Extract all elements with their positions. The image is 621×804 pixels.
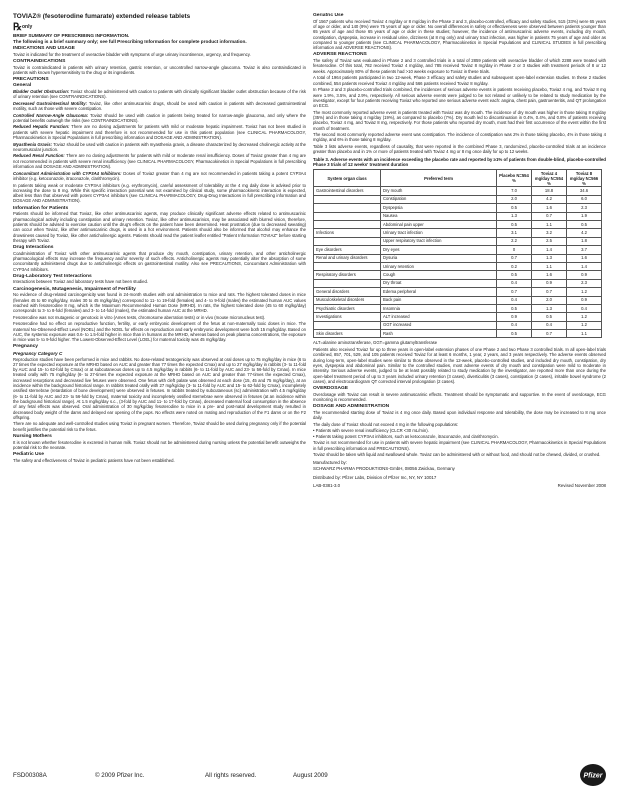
adverse-text-1: The safety of Toviaz was evaluated in Phase 2 and 3 controlled trials in a total of 2859 patients with overactive bladder of which 2288 were treated with fesoterodine. Of this total, 782 received Toviaz 4 mg/day, and 785 received Toviaz 8 mg/day in Phase 2 or 3 studies with treatment periods of 8 or 12 weeks. Approximately 80% of these patients had >10 weeks exposure to Toviaz in these trials. bbox=[313, 58, 606, 74]
table-cell: 0 bbox=[497, 246, 532, 254]
table-cell: 2.0 bbox=[532, 296, 567, 304]
table-cell: Eye disorders bbox=[314, 246, 381, 254]
table-cell: Infections bbox=[314, 229, 381, 237]
table-cell: 7.0 bbox=[497, 187, 532, 195]
pregnancy-heading: Pregnancy bbox=[13, 344, 39, 350]
table-cell: 4.2 bbox=[532, 195, 567, 203]
table-cell: Upper respiratory tract infection bbox=[381, 237, 497, 245]
table-row bbox=[314, 313, 602, 321]
table-cell: 0.2 bbox=[497, 262, 532, 270]
table-cell: 1.6 bbox=[532, 204, 567, 212]
footer-date: August 2009 bbox=[293, 771, 328, 779]
table-cell: 0.9 bbox=[567, 296, 602, 304]
table-row bbox=[314, 296, 602, 304]
table-cell: 0.7 bbox=[532, 330, 567, 338]
table-cell bbox=[314, 204, 381, 212]
table-cell: 1.1 bbox=[532, 262, 567, 270]
pregnancy-text-2: There are no adequate and well-controlled studies using Toviaz in pregnant women. Therefore, Toviaz should be used during pregnancy only if the potential benefit justifies the potential risk to the fetus. bbox=[13, 421, 306, 432]
table-row bbox=[314, 221, 602, 229]
table-cell bbox=[314, 221, 381, 229]
rx-symbol: ℞ bbox=[13, 22, 22, 33]
table-cell: 0.7 bbox=[497, 254, 532, 262]
paragraph-lead: Concomitant Administration with CYP3A4 Inhibitors: bbox=[13, 170, 122, 176]
table-header-cell: Toviaz 4 mg/day N=554 % bbox=[532, 170, 567, 187]
table-cell: 2.3 bbox=[567, 204, 602, 212]
table-row bbox=[314, 262, 602, 270]
table-cell: 2.5 bbox=[532, 237, 567, 245]
table-cell: 0.5 bbox=[497, 330, 532, 338]
table-row bbox=[314, 195, 602, 203]
footer-code: FSD00308A bbox=[13, 771, 47, 779]
pregnancy-text-1: Reproduction studies have been performed in mice and rabbits. No dose-related teratogenicity was observed at oral doses up to 75 mg/kg/day in mice (6 to 27 times the expected exposure at the MRHD based on AUC and greater than 77 times the expected Cmax) and up to 27 mg/kg/day in rabbits (3- to 11-fold by AUC and 15- to 62-fold by Cmax) or at subcutaneous doses up to 4.5 mg/kg/day in rabbits (6- to 11-fold by AUC and 23- to 56-fold by Cmax). In mice treated orally with 75 mg/kg/day (6- to 27-times the expected exposure at the MRHD based on AUC and greater than 77-times the expected Cmax), increased resorptions and decreased live fetuses were observed. One fetus with cleft palate was observed at each dose (15, 45 and 75 mg/kg/day), at an incidence within the background historical range. In rabbits treated orally with 27 mg/kg/day (3- to 11-fold by AUC and 15- to 62-fold by Cmax), incompletely ossified sternebrae (retardation of bone development) were observed in fetuses. In rabbits treated by subcutaneous (sc) administration with 4.5 mg/kg/day (6- to 11-fold by AUC and 23- to 56-fold by Cmax), maternal toxicity and incompletely ossified sternebrae were observed in fetuses (at an incidence within the background historical range). At 1.5 mg/kg/day s.c., (3-fold by AUC and 11- to 17-fold by Cmax), decreased maternal food consumption in the absence of any fetal effects was observed. Oral administration of 30 mg/kg/day fesoterodine to mice in a pre- and post-natal development study resulted in decreased body weight of the dams and delayed ear opening of the pups. No effects were noted on mating and reproduction of the F1 dams or on the F2 offspring. bbox=[13, 356, 306, 420]
table-cell: 1.1 bbox=[532, 221, 567, 229]
table-cell: GGT increased bbox=[381, 321, 497, 329]
table-cell: Dyspepsia bbox=[381, 204, 497, 212]
paragraph-body: There are no dosing adjustments for patients with mild or moderate renal insufficiency. Doses of Toviaz greater than 4 mg are not recommended in patients with severe renal insufficiency (see CLINICAL PHARMACOLOGY, Pharmacokinetics in Special Populations in full prescribing information and DOSAGE AND ADMINISTRATION). bbox=[13, 153, 306, 170]
table-cell: 0.5 bbox=[497, 304, 532, 312]
table-cell: Rash bbox=[381, 330, 497, 338]
table-cell: 1.6 bbox=[567, 254, 602, 262]
table-cell: 0.4 bbox=[532, 321, 567, 329]
carcinogenesis-text-1: No evidence of drug-related carcinogenicity was found in 24-month studies with oral administration to mice and rats. The highest tolerated doses in mice (females 45 to 60 mg/kg/day, males 30 to 45 mg/kg/day) correspond to 11- to 19-fold (females) and 4- to 9-fold (males) the estimated human AUC values reached with fesoterodine 8 mg, which is the Maximum Recommended Human Dose (MRHD). In rats, the highest tolerated dose (45 to 60 mg/kg/day) corresponds to 3- to 8-fold (females) and 3- to 14-fold (males), the estimated human AUC at the MRHD. bbox=[13, 292, 306, 314]
table-note: ALT=alanine aminotransferase, GGT=gamma glutamyltransferase bbox=[313, 340, 438, 346]
gi-motility-paragraph bbox=[13, 101, 306, 112]
table-cell: Abdominal pain upper bbox=[381, 221, 497, 229]
overdosage-text: Overdosage with Toviaz can result in severe antimuscarinic effects. Treatment should be symptomatic and supportive. In the event of overdosage, ECG monitoring is recommended. bbox=[313, 391, 606, 403]
table-cell: 1.6 bbox=[532, 271, 567, 279]
table-row bbox=[314, 304, 602, 312]
geriatric-heading: Geriatric Use bbox=[313, 13, 344, 18]
table-row bbox=[314, 237, 602, 245]
paragraph-lead: Decreased Gastrointestinal Motility: bbox=[13, 100, 87, 106]
carcinogenesis-heading: Carcinogenesis, Mutagenesis, Impairment of Fertility bbox=[13, 286, 136, 292]
table-row bbox=[314, 229, 602, 237]
drug-interactions-heading: Drug Interactions bbox=[13, 244, 54, 250]
table-row bbox=[314, 246, 602, 254]
table-cell bbox=[314, 237, 381, 245]
cyp3a4-paragraph bbox=[13, 171, 306, 182]
adverse-reactions-heading: ADVERSE REACTIONS bbox=[313, 52, 367, 58]
table-cell: Insomnia bbox=[381, 304, 497, 312]
patient-info-text: Patients should be informed that Toviaz, like other antimuscarinic agents, may produce clinically significant adverse effects related to antimuscarinic pharmacological activity including constipation and urinary retention. Toviaz, like other antimuscarinics, may be associated with blurred vision, therefore, patients should be advised to exercise caution until the drug's effects on the patient have been determined. Heat prostration (due to decreased sweating) can occur when Toviaz, like other antimuscarinic drugs, is used in a hot environment. Patients should also be informed that alcohol may enhance the drowsiness caused by Toviaz, like other anticholinergic agents. Patients should read the patient leaflet entitled "Patient Information TOVIAZ" before starting therapy with Toviaz. bbox=[13, 211, 306, 243]
bladder-outlet-paragraph bbox=[13, 89, 306, 100]
cyp3a4-weak-paragraph: In patients taking weak or moderate CYP3A4 inhibitors (e.g. erythromycin), careful assessment of tolerability at the 4 mg daily dose is advised prior to increasing the dose to 8 mg. While this specific interaction potential was not examined by clinical study, some pharmacokinetic interaction is expected, albeit less than that observed with potent CYP3A4 inhibitors (see CLINICAL PHARMACOLOGY, Drug-Drug Interactions in full prescribing information and DOSAGE AND ADMINISTRATION). bbox=[13, 182, 306, 204]
table-cell: 0.7 bbox=[532, 212, 567, 220]
table-cell: 1.4 bbox=[567, 262, 602, 270]
table-cell: Gastrointestinal disorders bbox=[314, 187, 381, 195]
table-cell: 0.5 bbox=[497, 221, 532, 229]
rx-only-mark bbox=[13, 22, 306, 33]
paragraph-body: Toviaz should be used with caution in patients being treated for narrow-angle glaucoma, and only where the potential benefits outweigh the risks (see CONTRAINDICATIONS). bbox=[13, 112, 306, 123]
paragraph-body: Toviaz should be administered with caution to patients with clinically significant bladder outlet obstruction because of the risk of urinary retention (see CONTRAINDICATIONS). bbox=[13, 88, 306, 100]
paragraph-body: Toviaz should be used with caution in patients with myasthenia gravis, a disease characterized by decreased cholinergic activity at the neuromuscular junction. bbox=[13, 141, 306, 152]
left-column bbox=[13, 13, 306, 755]
table-cell: Constipation bbox=[381, 195, 497, 203]
dosage-bullet-1: • Patients with severe renal insufficiency (CLCR <30 mL/min). bbox=[313, 428, 429, 434]
table-row bbox=[314, 204, 602, 212]
paragraph-lead: Controlled Narrow-Angle Glaucoma: bbox=[13, 112, 89, 118]
table-cell: 2.2 bbox=[497, 237, 532, 245]
adverse-text-2: A total of 1964 patients participated in two 12-week, Phase 3 efficacy and safety studies and subsequent open-label extension studies. In these 2 studies combined, 554 patients received Toviaz 4 mg/day and 566 patients received Toviaz 8 mg/day. bbox=[313, 75, 606, 86]
contraindications-text: Toviaz is contraindicated in patients with urinary retention, gastric retention, or uncontrolled narrow-angle glaucoma. Toviaz is also contraindicated in patients with known hypersensitivity to the drug or its ingredients. bbox=[13, 64, 306, 76]
table-cell: 0.7 bbox=[497, 288, 532, 296]
table-cell: 0.5 bbox=[497, 204, 532, 212]
table-row bbox=[314, 187, 602, 195]
table-cell: Dry throat bbox=[381, 279, 497, 287]
table-cell: 1.3 bbox=[497, 212, 532, 220]
table-cell: 1.2 bbox=[567, 321, 602, 329]
table-cell bbox=[314, 262, 381, 270]
brief-summary-note: The following is a brief summary only; see full Prescribing Information for complete product information. bbox=[13, 38, 247, 44]
table-cell: Musculoskeletal disorders bbox=[314, 296, 381, 304]
table-cell: Skin disorders bbox=[314, 330, 381, 338]
table-cell: 0.9 bbox=[567, 271, 602, 279]
table-cell: 0.5 bbox=[567, 221, 602, 229]
lab-test-text: Interactions between Toviaz and laboratory tests have not been studied. bbox=[13, 279, 149, 285]
table-body bbox=[314, 187, 602, 338]
adverse-text-4: The most commonly reported adverse event in patients treated with Toviaz was dry mouth. The incidence of dry mouth was higher in those taking 8 mg/day (35%) and in those taking 4 mg/day (19%), as compared to placebo (7%). Dry mouth led to discontinuation in 0.4%, 0.4%, and 0.8% of patients receiving placebo, Toviaz 4 mg, and Toviaz 8 mg, respectively. For those patients who reported dry mouth, most had their first occurrence of the event within the first month of treatment. bbox=[313, 109, 606, 131]
paragraph-lead: Myasthenia Gravis: bbox=[13, 141, 53, 147]
table-row bbox=[314, 330, 602, 338]
manufacturer-name: SCHWARZ PHARMA PRODUKTIONS-GmbH, 08056 Zwickau, Germany bbox=[313, 466, 455, 472]
paragraph-lead: Reduced Renal Function: bbox=[13, 153, 65, 159]
table-cell: 6.0 bbox=[567, 195, 602, 203]
footer-rights: All rights reserved. bbox=[205, 771, 257, 779]
renal-paragraph bbox=[13, 153, 306, 169]
table-cell: Investigations bbox=[314, 313, 381, 321]
manufacturer-label: Manufactured by: bbox=[313, 460, 347, 466]
adverse-events-table bbox=[313, 169, 602, 338]
hepatic-paragraph bbox=[13, 124, 306, 140]
table-cell bbox=[314, 279, 381, 287]
table-cell: 3.1 bbox=[497, 229, 532, 237]
table-cell: 0.5 bbox=[497, 271, 532, 279]
dosage-text-4: Toviaz should be taken with liquid and swallowed whole. Toviaz can be administered with or without food, and should not be chewed, divided, or crushed. bbox=[313, 452, 601, 458]
table-cell: 3.2 bbox=[532, 229, 567, 237]
logo-text: Pfizer bbox=[583, 772, 603, 780]
pregnancy-category-heading: Pregnancy Category C bbox=[13, 351, 63, 357]
table-cell bbox=[314, 321, 381, 329]
paragraph-lead: Reduced Hepatic Function: bbox=[13, 124, 70, 130]
nursing-text: It is not known whether fesoterodine is excreted in human milk. Toviaz should not be administered during nursing unless the potential benefit outweighs the potential risk to the neonate. bbox=[13, 439, 306, 450]
table-cell: 0.9 bbox=[497, 313, 532, 321]
paragraph-body: Doses of Toviaz greater than 4 mg are not recommended in patients taking a potent CYP3A4 inhibitor (e.g. ketoconazole, itraconazole, clarithromycin). bbox=[13, 170, 306, 181]
table-cell: 0.7 bbox=[532, 288, 567, 296]
dosage-bullet-2: • Patients taking potent CYP3A4 inhibitors, such as ketoconazole, itraconazole, and clarithromycin. bbox=[313, 433, 499, 439]
table-row bbox=[314, 288, 602, 296]
distributor: Distributed by: Pfizer Labs, Division of Pfizer Inc, NY, NY 10017 bbox=[313, 474, 437, 480]
myasthenia-paragraph bbox=[13, 142, 306, 153]
table-cell: Psychiatric disorders bbox=[314, 304, 381, 312]
table-cell: 18.8 bbox=[532, 187, 567, 195]
contraindications-heading: CONTRAINDICATIONS bbox=[13, 59, 66, 64]
table-cell: 0.4 bbox=[497, 321, 532, 329]
table-row bbox=[314, 279, 602, 287]
pediatric-heading: Pediatric Use bbox=[13, 452, 44, 457]
general-heading: General bbox=[13, 82, 32, 88]
table-header-cell: Toviaz 8 mg/day N=566 % bbox=[567, 170, 602, 187]
table-cell: Nausea bbox=[381, 212, 497, 220]
geriatric-text: Of 1567 patients who received Toviaz 4 mg/day or 8 mg/day in the Phase 2 and 3, placebo-controlled, efficacy and safety studies, 515 (33%) were 65 years of age or older, and 140 (9%) were 75 years of age or older. No overall differences in safety or effectiveness were observed between patients younger than 65 years of age and those 65 years of age or older in these studies; however, the incidence of antimuscarinic adverse events, including dry mouth, constipation, dyspepsia, increase in residual urine, dizziness (at 8 mg only) and urinary tract infection, was higher in patients 75 years of age and older as compared to younger patients (see CLINICAL PHARMACOLOGY, Pharmacokinetics in Special Populations and CLINICAL STUDIES in full prescribing information and ADVERSE REACTIONS). bbox=[313, 18, 606, 51]
table-cell: Edema peripheral bbox=[381, 288, 497, 296]
brief-summary-heading: BRIEF SUMMARY OF PRESCRIBING INFORMATION. bbox=[13, 33, 130, 39]
table-header-row bbox=[314, 170, 602, 187]
page-footer bbox=[13, 764, 607, 786]
table-cell: Back pain bbox=[381, 296, 497, 304]
table-row bbox=[314, 271, 602, 279]
table-cell: 0.4 bbox=[567, 304, 602, 312]
table-cell: 3.7 bbox=[567, 246, 602, 254]
document-title: TOVIAZ® (fesoterodine fumarate) extended release tablets bbox=[13, 13, 191, 20]
patient-info-heading: Information for Patients bbox=[13, 205, 69, 211]
paragraph-lead: Bladder Outlet Obstruction: bbox=[13, 88, 70, 94]
table-cell: Urinary retention bbox=[381, 262, 497, 270]
table-cell: 4.2 bbox=[567, 229, 602, 237]
dosage-heading: DOSAGE AND ADMINISTRATION bbox=[313, 404, 390, 410]
pediatric-text: The safety and effectiveness of Toviaz in pediatric patients have not been established. bbox=[13, 457, 175, 463]
table-caption: Table 3. Adverse events with an incidence exceeding the placebo rate and reported by ≥1% of patients from double-blind, placebo-controlled Phase 3 trials of 12 weeks' treatment duration bbox=[313, 156, 606, 167]
table-cell: Renal and urinary disorders bbox=[314, 254, 381, 262]
glaucoma-paragraph bbox=[13, 113, 306, 124]
revision-date: Revised November 2008 bbox=[557, 483, 606, 489]
indications-text: Toviaz is indicated for the treatment of overactive bladder with symptoms of urge urinary incontinence, urgency, and frequency. bbox=[13, 51, 251, 57]
precautions-heading: PRECAUTIONS bbox=[13, 77, 49, 83]
table-cell: 0.5 bbox=[532, 313, 567, 321]
pfizer-logo bbox=[579, 762, 607, 788]
paragraph-body: There are no dosing adjustments for patients with mild or moderate hepatic impairment. Toviaz has not been studied in patients with severe hepatic impairment and therefore is not recommended for use in this patient population (see CLINICAL PHARMACOLOGY, Pharmacokinetics in Special Populations in full prescribing information and DOSAGE AND ADMINISTRATION). bbox=[13, 124, 306, 140]
table-cell: 2.0 bbox=[497, 195, 532, 203]
footer-copyright: © 2009 Pfizer Inc. bbox=[95, 771, 145, 779]
table-cell: 1.3 bbox=[532, 304, 567, 312]
table-cell bbox=[314, 195, 381, 203]
table-cell: Dysuria bbox=[381, 254, 497, 262]
table-row bbox=[314, 321, 602, 329]
table-cell: 1.3 bbox=[532, 254, 567, 262]
table-cell: Urinary tract infection bbox=[381, 229, 497, 237]
table-cell: 1.4 bbox=[532, 246, 567, 254]
dosage-text-2: The daily dose of Toviaz should not exceed 4 mg in the following populations: bbox=[313, 421, 459, 427]
table-cell: 1.1 bbox=[567, 330, 602, 338]
rx-only-label: only bbox=[21, 24, 33, 30]
table-cell: 1.8 bbox=[567, 237, 602, 245]
right-column bbox=[313, 13, 606, 755]
dosage-text-1: The recommended starting dose of Toviaz is 4 mg once daily. Based upon individual response and tolerability, the dose may be increased to 8 mg once daily. bbox=[313, 409, 606, 421]
table-row bbox=[314, 254, 602, 262]
table-cell: 0.9 bbox=[532, 279, 567, 287]
table-cell: Respiratory disorders bbox=[314, 271, 381, 279]
adverse-text-5: The second most commonly reported adverse event was constipation. The incidence of constipation was 2% in those taking placebo, 4% in those taking 4 mg/day, and 6% in those taking 8 mg/day. bbox=[313, 132, 606, 143]
adverse-text-7: Patients also received Toviaz for up to three years in open-label extension phases of one Phase 2 and two Phase 3 controlled trials. In all open-label trials combined, 857, 701, 529, and 105 patients received Toviaz for at least 6 months, 1 year, 2 years, and 3 years respectively. The adverse events observed during long-term, open-label studies were similar to those observed in the 12-week, placebo-controlled studies, and included dry mouth, constipation, dry eyes, dyspepsia and abdominal pain. Similar to the controlled studies, most adverse events of dry mouth and constipation were mild to moderate in intensity. Serious adverse events, judged to be at least possibly related to study medication by the investigator, are reported more than once during the open-label treatment period of up to 3 years included urinary retention (3 cases), diverticulitis (3 cases), constipation (2 cases), irritable bowel syndrome (2 cases), and electrocardiogram QT corrected interval prolongation (2 cases). bbox=[313, 347, 606, 384]
table-cell: 1.2 bbox=[567, 288, 602, 296]
table-header-cell: Preferred term bbox=[381, 170, 497, 187]
carcinogenesis-text-3: Fesoterodine had no effect on reproductive function, fertility, or early embryonic development of the fetus at non-maternally toxic doses in mice. The maternal No-Observed-Effect Level (NOEL) and the NOEL for effects on reproduction and early embryonic development were both 15 mg/kg/day. Based on AUC, the systemic exposure was 0.6- to 1.5-fold higher in mice than in humans at the MRHD, whereas based on peak plasma concentrations, the exposure in mice was 5- to 9-fold higher. The Lowest-Observed-Effect Level (LOEL) for maternal toxicity was 45 mg/kg/day. bbox=[13, 321, 306, 343]
table-cell: 34.6 bbox=[567, 187, 602, 195]
revision-row bbox=[313, 483, 606, 489]
table-cell: 1.9 bbox=[567, 212, 602, 220]
table-header-cell: Placebo N=554 % bbox=[497, 170, 532, 187]
carcinogenesis-text-2: Fesoterodine was not mutagenic or genotoxic in vitro (Ames tests, chromosome aberration tests) or in vivo (mouse micronucleus test). bbox=[13, 314, 266, 320]
table-cell: Cough bbox=[381, 271, 497, 279]
overdosage-heading: OVERDOSAGE bbox=[313, 385, 349, 391]
table-cell: Dry mouth bbox=[381, 187, 497, 195]
table-cell: ALT increased bbox=[381, 313, 497, 321]
indications-heading: INDICATIONS AND USAGE bbox=[13, 46, 75, 52]
lab-test-heading: Drug-Laboratory Test Interactions bbox=[13, 273, 92, 279]
adverse-text-6: Table 3 lists adverse events, regardless of causality, that were reported in the combined Phase 3, randomized, placebo-controlled trials at an incidence greater than placebo and in 1% or more of patients treated with Toviaz 4 mg or 8 mg once daily for up to 12 weeks. bbox=[313, 144, 606, 155]
table-cell: 2.3 bbox=[567, 279, 602, 287]
dosage-text-3: Toviaz is not recommended for use in patients with severe hepatic impairment (see CLINICAL PHARMACOLOGY, Pharmacokinetics in Special Populations in full prescribing information and PRECAUTIONS). bbox=[313, 440, 606, 451]
table-cell bbox=[314, 212, 381, 220]
adverse-text-3: In Phase 2 and 3 placebo-controlled trials combined, the incidences of serious adverse events in patients receiving placebo, Toviaz 4 mg, and Toviaz 8 mg were 1.9%, 3.5%, and 2.9%, respectively. All serious adverse events were judged to be not related or unlikely to be related to study medication by the investigator, except for four patients receiving Toviaz who reported one serious adverse event each: angina, chest pain, gastroenteritis, and QT prolongation on ECG. bbox=[313, 87, 606, 109]
table-cell: 0.4 bbox=[497, 279, 532, 287]
table-cell: 1.2 bbox=[567, 313, 602, 321]
lab-code: LAB-0381-3.0 bbox=[313, 483, 341, 489]
table-cell: General disorders bbox=[314, 288, 381, 296]
table-cell: Dry eyes bbox=[381, 246, 497, 254]
table-header-cell: System organ class bbox=[314, 170, 381, 187]
table-row bbox=[314, 212, 602, 220]
table-cell: 0.4 bbox=[497, 296, 532, 304]
nursing-heading: Nursing Mothers bbox=[13, 433, 52, 439]
paragraph-body: Toviaz, like other antimuscarinic drugs, should be used with caution in patients with decreased gastrointestinal motility, such as those with severe constipation. bbox=[13, 100, 306, 111]
drug-interactions-text: Coadministration of Toviaz with other antimuscarinic agents that produce dry mouth, constipation, urinary retention, and other anticholinergic pharmacological effects may increase the frequency and/or severity of such effects. Anticholinergic agents may potentially alter the absorption of some concomitantly administered drugs due to anticholinergic effects on gastrointestinal motility. Also see PRECAUTIONS, Concomitant Administration with CYP3A4 Inhibitors. bbox=[13, 250, 306, 272]
